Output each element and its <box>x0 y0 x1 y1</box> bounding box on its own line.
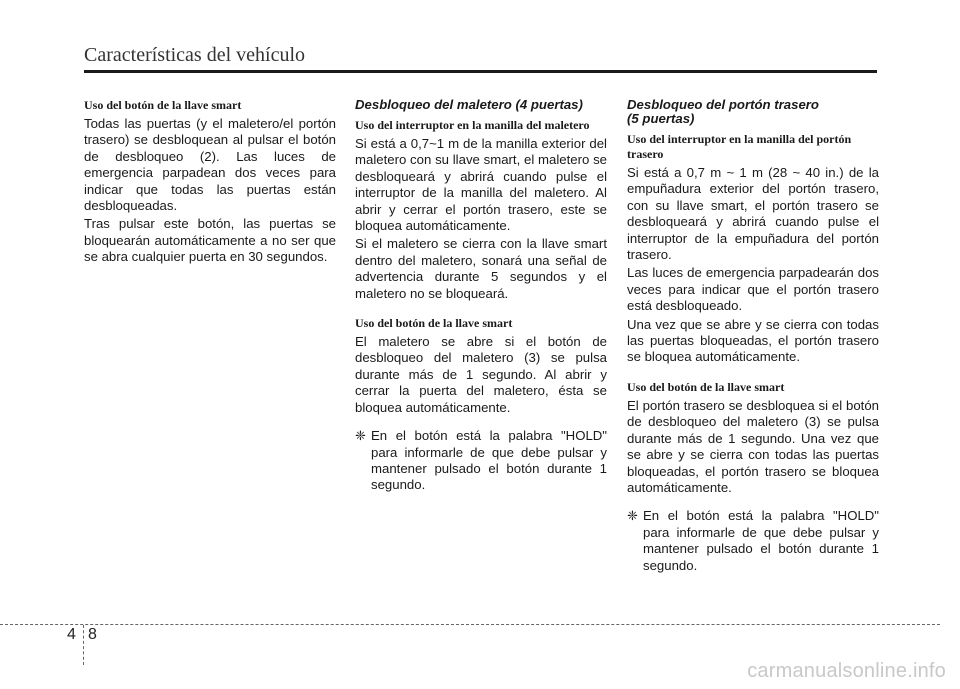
paragraph: Todas las puertas (y el maletero/el portón trasero) se desbloquean al pulsar el botón de desbloqueo (2). Las luces de emergencia parpadean dos veces para indicar que todas las puertas están desbloqueadas. <box>84 116 336 214</box>
paragraph: Las luces de emergencia parpadearán dos veces para indicar que el portón trasero está desbloqueado. <box>627 265 879 314</box>
hold-note <box>355 428 607 494</box>
page-number: 8 <box>88 626 97 643</box>
subheading-smart-key-button: Uso del botón de la llave smart <box>355 316 513 331</box>
tailgate-unlock-title: Desbloqueo del portón trasero (5 puertas) <box>627 97 819 126</box>
subheading-smart-key-button: Uso del botón de la llave smart <box>84 98 242 112</box>
subheading-trunk-handle-switch: Uso del interruptor en la manilla del maletero <box>355 118 590 132</box>
paragraph: Una vez que se abre y se cierra con todas las puertas bloqueadas, el portón trasero se bloquea automáticamente. <box>627 316 879 365</box>
subheading-smart-key-button: Uso del botón de la llave smart <box>627 379 785 394</box>
watermark: carmanualsonline.info <box>747 660 946 682</box>
footer-divider <box>0 624 940 625</box>
note-symbol-icon: ❈ <box>355 428 367 444</box>
paragraph: Tras pulsar este botón, las puertas se bloquearán automáticamente a no ser que se abra cualquier puerta en 30 segundos. <box>84 216 336 265</box>
hold-note <box>627 508 879 574</box>
note-text: En el botón está la palabra "HOLD" para informarle de que debe pulsar y mantener pulsado el botón durante 1 segundo. <box>643 508 879 573</box>
paragraph: Si el maletero se cierra con la llave smart dentro del maletero, sonará una señal de advertencia durante 5 segundos y el maletero no se bloqueará. <box>355 236 607 301</box>
paragraph: El portón trasero se desbloquea si el botón de desbloqueo del maletero (3) se pulsa durante más de 1 segundo. Una vez que se abre y se cierra con todas las puertas bloqueadas, el portón trasero se bloquea automáticamente. <box>627 397 879 495</box>
subheading-tailgate-handle-switch: Uso del interruptor en la manilla del portón trasero <box>627 132 852 161</box>
header-divider <box>84 70 877 73</box>
paragraph: El maletero se abre si el botón de desbloqueo del maletero (3) se pulsa durante más de 1 segundo. Al abrir y cerrar la puerta del maletero, ésta se bloquea automáticamente. <box>355 334 607 415</box>
paragraph: Si está a 0,7 m ~ 1 m (28 ~ 40 in.) de la empuñadura exterior del portón trasero, con su llave smart, el portón trasero se desbloqueará y abrirá cuando pulse el interruptor de la empuñadura del portón trasero. <box>627 165 879 263</box>
paragraph: Si está a 0,7~1 m de la manilla exterior del maletero con su llave smart, el maletero se desbloqueará y abrirá cuando pulse el interruptor de la manilla del maletero. Al abrir y cerrar el portón trasero, este se bloquea automáticamente. <box>355 136 607 234</box>
column-3 <box>627 98 879 574</box>
section-title: Características del vehículo <box>84 44 306 66</box>
trunk-unlock-title: Desbloqueo del maletero (4 puertas) <box>355 97 583 112</box>
column-2 <box>355 98 607 494</box>
chapter-number: 4 <box>67 626 76 643</box>
column-1 <box>84 98 336 268</box>
note-symbol-icon: ❈ <box>627 508 639 524</box>
footer-page-separator <box>83 625 84 665</box>
note-text: En el botón está la palabra "HOLD" para informarle de que debe pulsar y mantener pulsado el botón durante 1 segundo. <box>371 428 607 493</box>
